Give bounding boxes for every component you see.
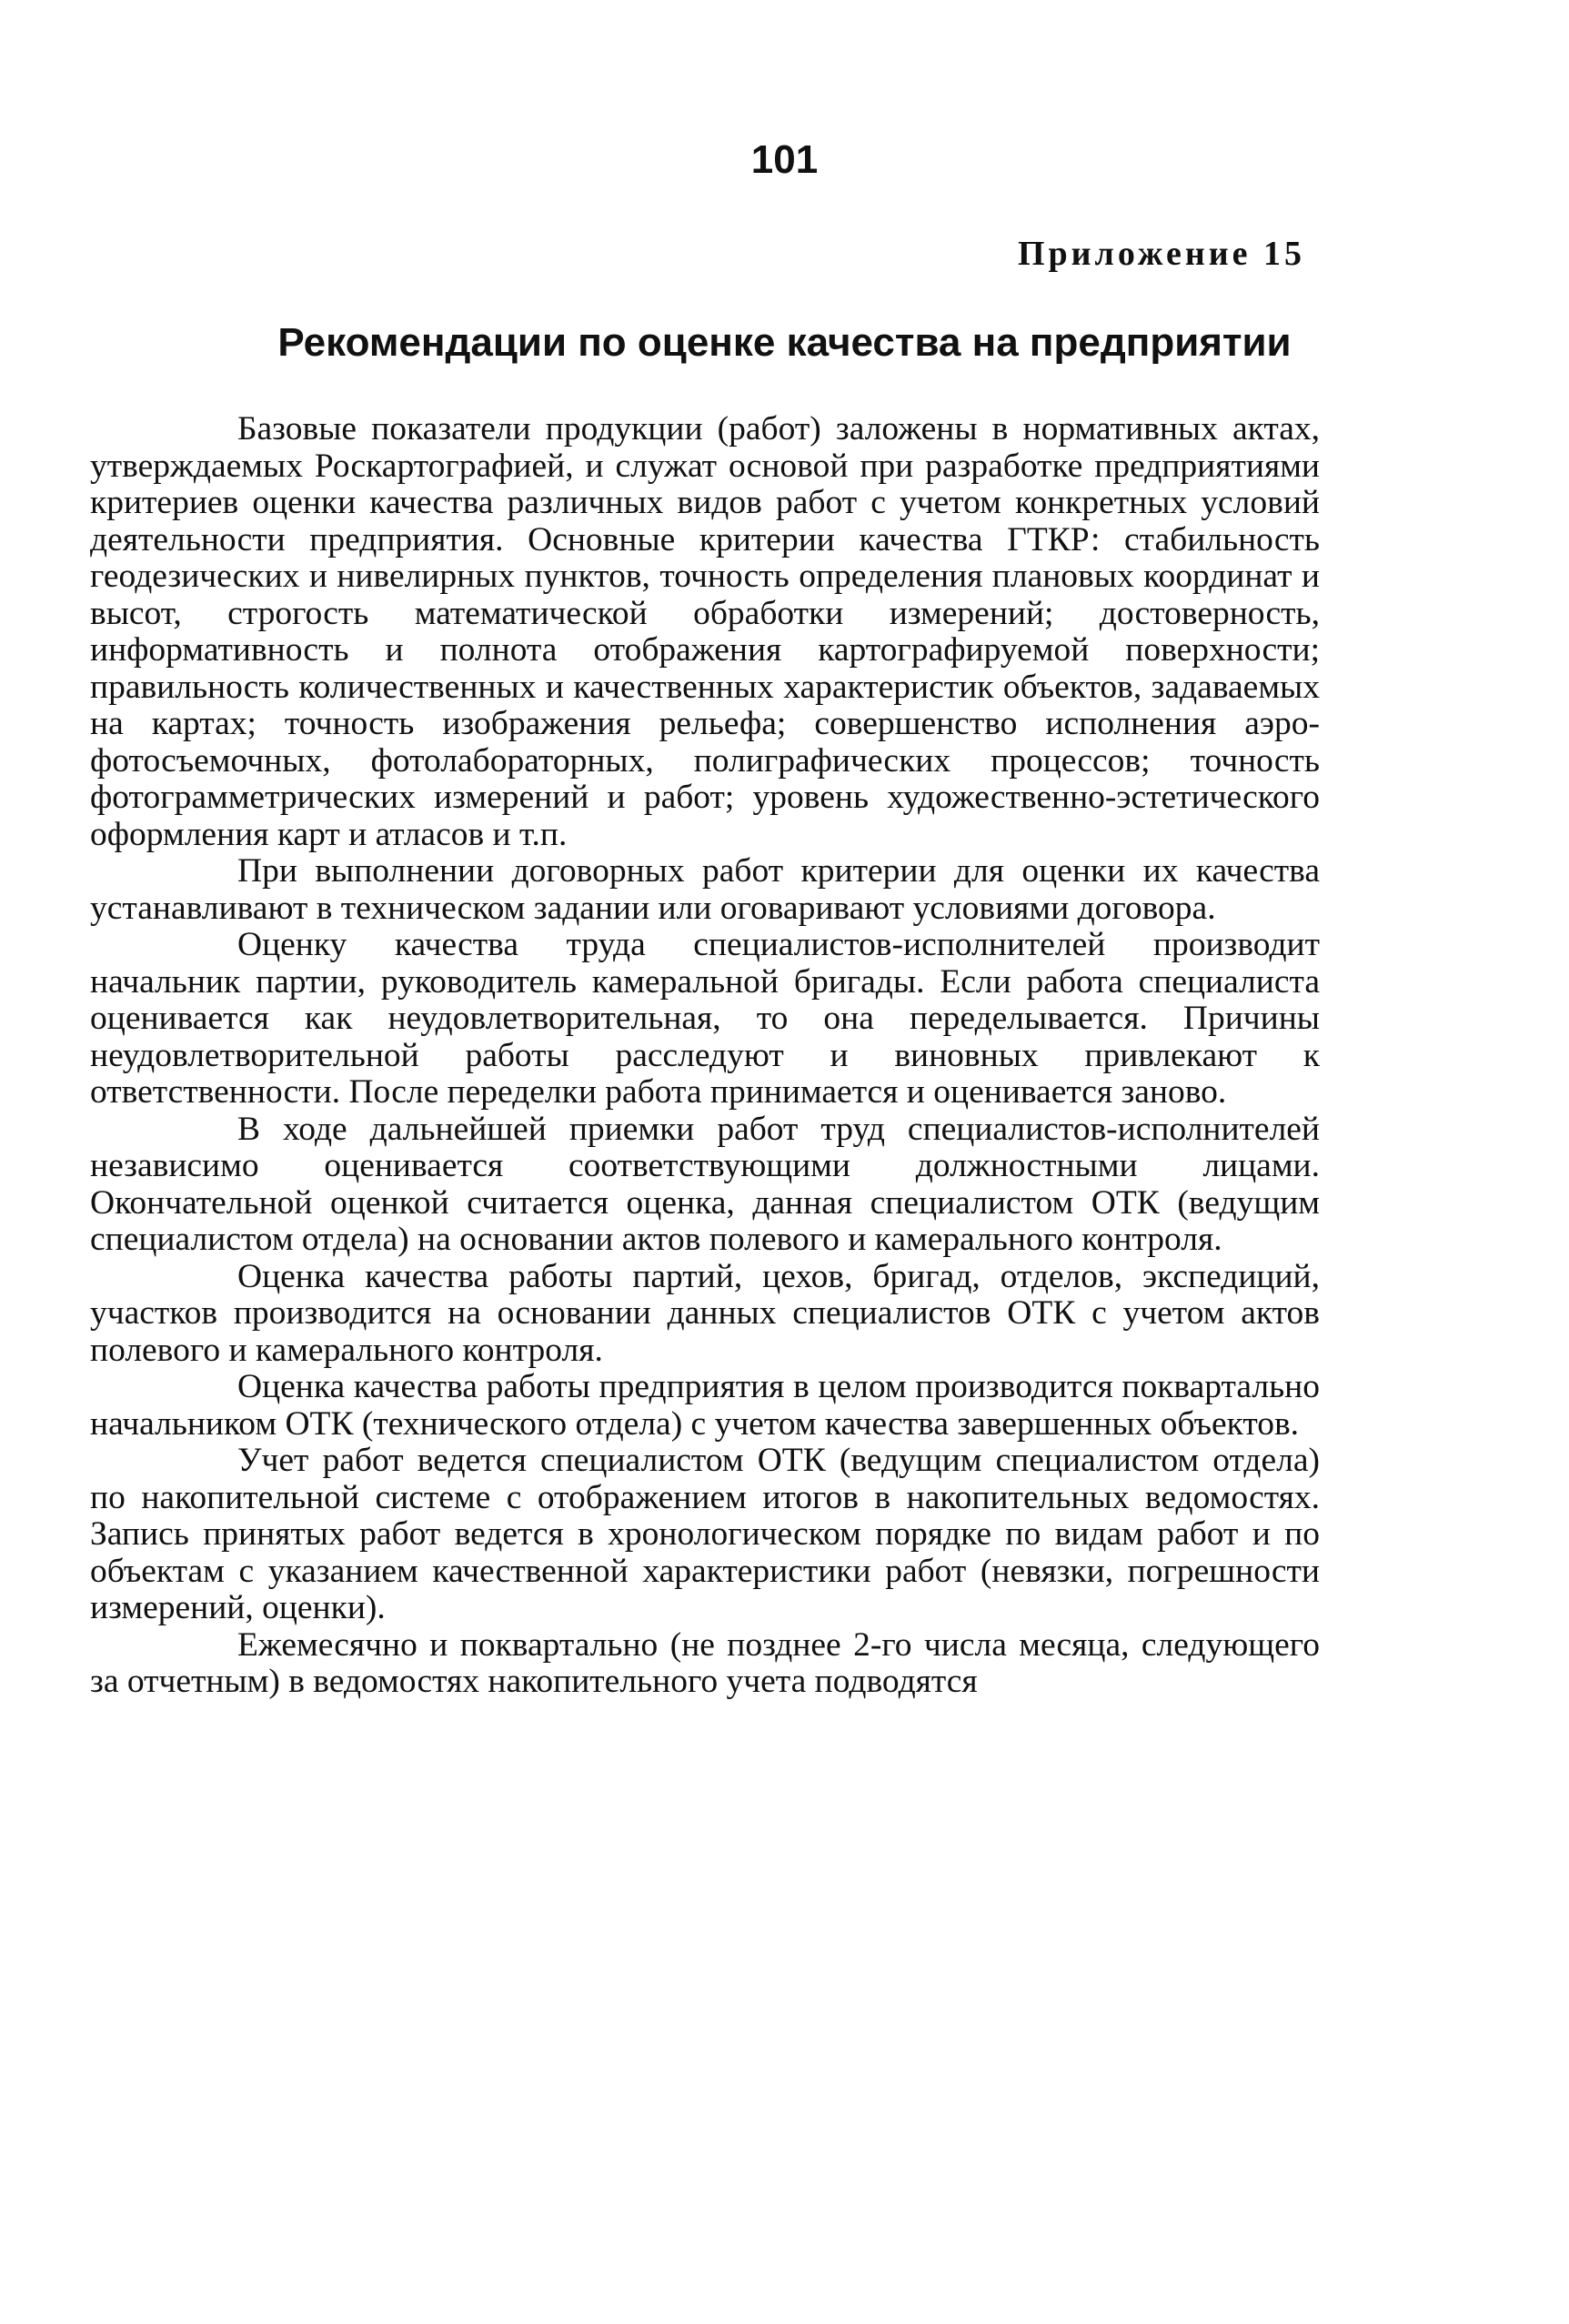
paragraph: Оценка качества работы партий, цехов, бригад, отделов, экспедиций, участков производится на основании данных специалистов ОТК с учетом актов полевого и камерального контроля. — [90, 1257, 1320, 1369]
paragraph: Базовые показатели продукции (работ) заложены в нормативных актах, утверждаемых Роскартографией, и служат основой при разработке предприятиями критериев оценки качества различных видов работ с учетом конкретных условий деятельности предприятия. Основные критерии качества ГТКР: стабильность геодезических и нивелирных пунктов, точность определения плановых координат и высот, строгость математической обработки измерений; достоверность, информативность и полнота отображения картографируемой поверхности; правильность количественных и качественных характеристик объектов, задаваемых на картах; точность изображения рельефа; совершенство исполнения аэрофотосъемочных, фотолабораторных, полиграфических процессов; точность фотограмметрических измерений и работ; уровень художественно-эстетического оформления карт и атласов и т.п. — [90, 410, 1320, 853]
paragraph: Оценка качества работы предприятия в целом производится поквартально начальником ОТК (технического отдела) с учетом качества завершенных объектов. — [90, 1368, 1320, 1443]
paragraph: Учет работ ведется специалистом ОТК (ведущим специалистом отдела) по накопительной системе с отображением итогов в накопительных ведомостях. Запись принятых работ ведется в хронологическом порядке по видам работ и по объектам с указанием качественной характеристики работ (невязки, погрешности измерений, оценки). — [90, 1442, 1320, 1626]
document-title: Рекомендации по оценке качества на предприятии — [277, 320, 1292, 365]
paragraph: В ходе дальнейшей приемки работ труд специалистов-исполнителей независимо оценивается соответствующими должностными лицами. Окончательной оценкой считается оценка, данная специалистом ОТК (ведущим специалистом отдела) на основании актов полевого и камерального контроля. — [90, 1110, 1320, 1258]
paragraph: Ежемесячно и поквартально (не позднее 2-го числа месяца, следующего за отчетным) в ведомостях накопительного учета подводятся — [90, 1625, 1320, 1700]
paragraph: При выполнении договорных работ критерии для оценки их качества устанавливают в техническом задании или оговаривают условиями договора. — [90, 852, 1320, 927]
body-text — [90, 411, 1320, 1701]
appendix-label: Приложение 15 — [1017, 235, 1305, 273]
page-number: 101 — [750, 137, 819, 182]
paragraph: Оценку качества труда специалистов-исполнителей производит начальник партии, руководитель камеральной бригады. Если работа специалиста оценивается как неудовлетворительная, то она переделывается. Причины неудовлетворительной работы расследуют и виновных привлекают к ответственности. После переделки работа принимается и оценивается заново. — [90, 926, 1320, 1111]
